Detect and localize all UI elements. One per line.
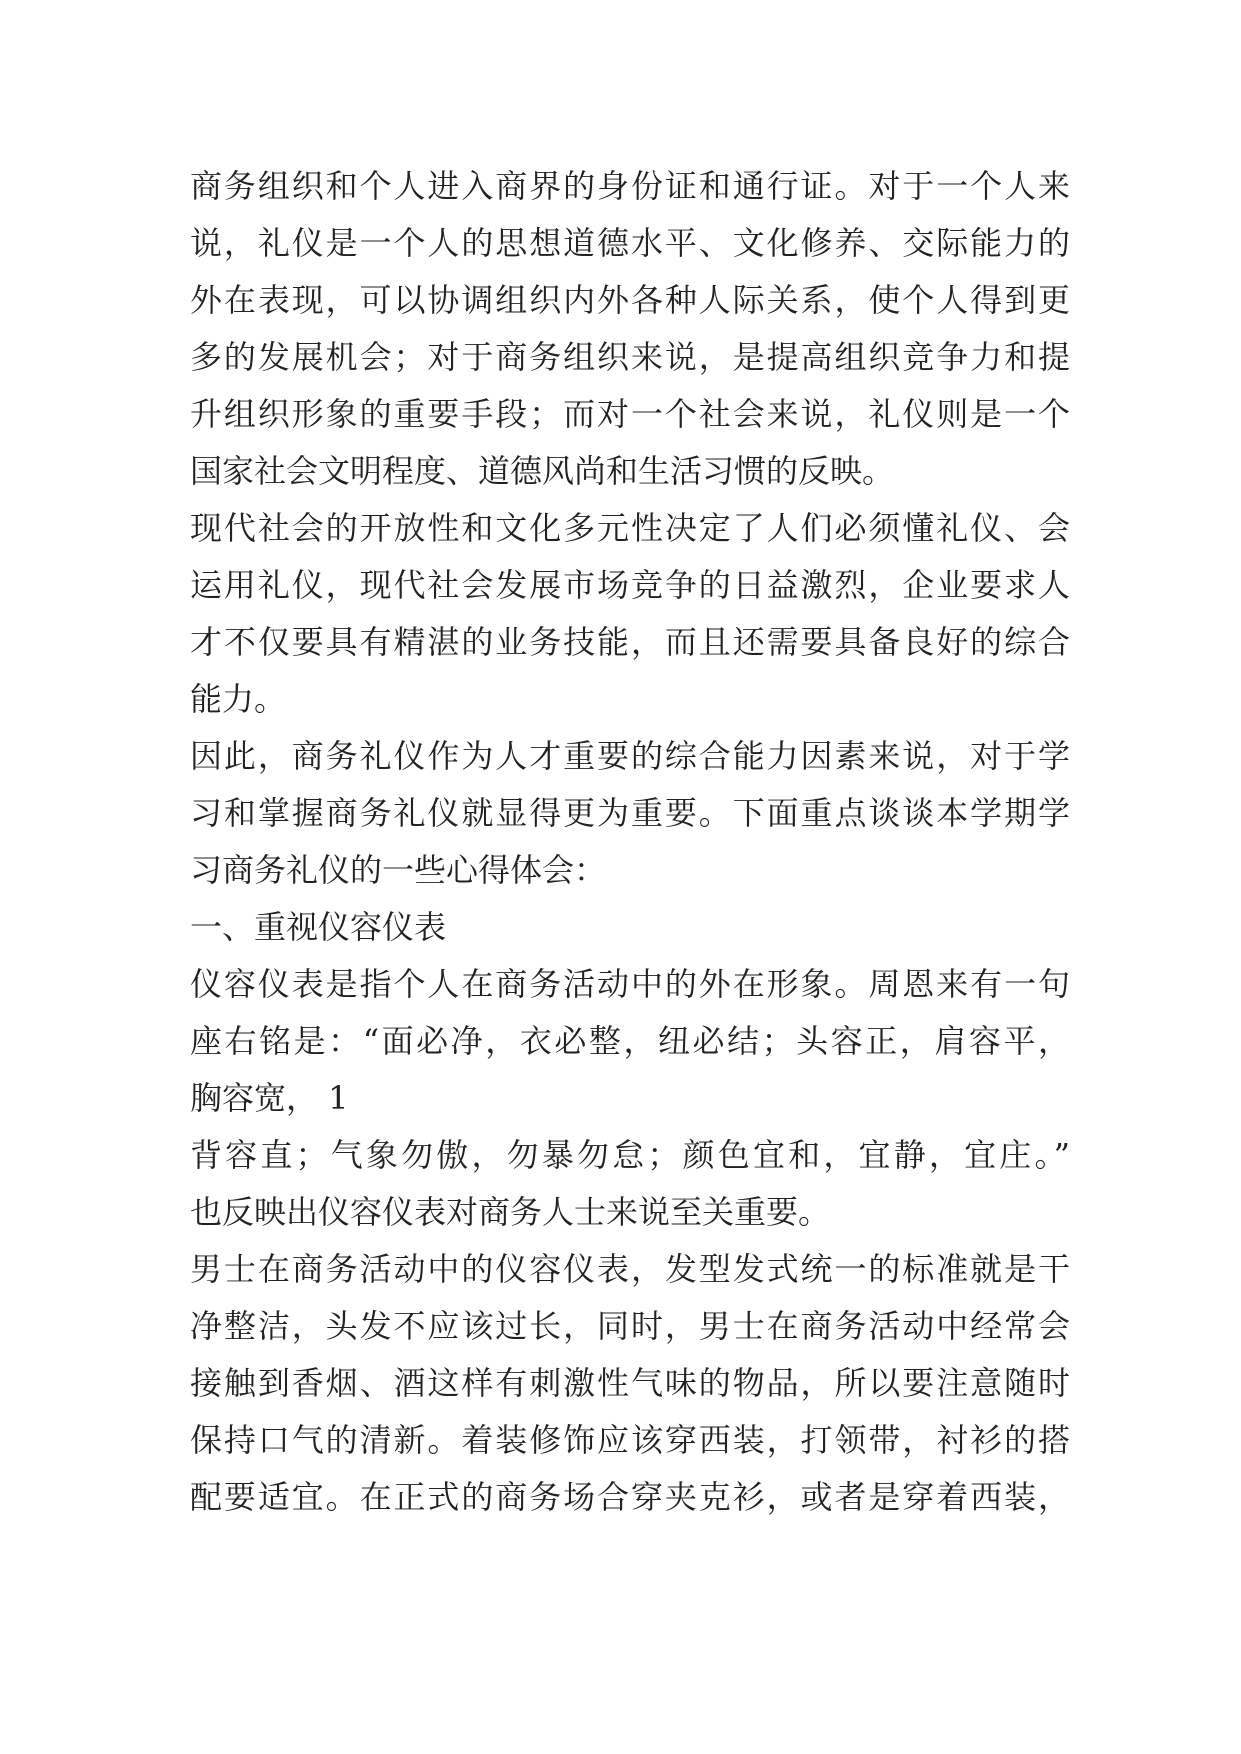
document-body bbox=[190, 158, 1070, 1526]
text-line-2: 说，礼仪是一个人的思想道德水平、文化修养、交际能力的 bbox=[190, 224, 1070, 262]
text-line-12: 习和掌握商务礼仪就显得更为重要。下面重点谈谈本学期学 bbox=[190, 794, 1070, 832]
text-line-10: 能力。 bbox=[190, 680, 287, 718]
section-heading: 一、重视仪容仪表 bbox=[190, 908, 447, 946]
text-line-8: 运用礼仪，现代社会发展市场竞争的日益激烈，企业要求人 bbox=[190, 566, 1070, 604]
text-line-5: 升组织形象的重要手段；而对一个社会来说，礼仪则是一个 bbox=[190, 395, 1070, 433]
text-line-20: 男士在商务活动中的仪容仪表，发型发式统一的标准就是干 bbox=[190, 1250, 1070, 1288]
text-line-24: 配要适宜。在正式的商务场合穿夹克衫，或者是穿着西装， bbox=[190, 1478, 1070, 1516]
text-line-19: 也反映出仪容仪表对商务人士来说至关重要。 bbox=[190, 1193, 831, 1231]
text-line-22: 接触到香烟、酒这样有刺激性气味的物品，所以要注意随时 bbox=[190, 1364, 1070, 1402]
text-line-9: 才不仅要具有精湛的业务技能，而且还需要具备良好的综合 bbox=[190, 623, 1070, 661]
text-line-16: 座右铭是：“面必净，衣必整，纽必结；头容正，肩容平， bbox=[190, 1022, 1070, 1060]
text-line-1: 商务组织和个人进入商界的身份证和通行证。对于一个人来 bbox=[190, 167, 1070, 205]
text-line-21: 净整洁，头发不应该过长，同时，男士在商务活动中经常会 bbox=[190, 1307, 1070, 1345]
text-line-23: 保持口气的清新。着装修饰应该穿西装，打领带，衬衫的搭 bbox=[190, 1421, 1070, 1459]
text-line-11: 因此，商务礼仪作为人才重要的综合能力因素来说，对于学 bbox=[190, 737, 1070, 775]
text-line-17: 胸容宽， 1 bbox=[190, 1079, 349, 1117]
text-line-4: 多的发展机会；对于商务组织来说，是提高组织竞争力和提 bbox=[190, 338, 1070, 376]
text-line-18: 背容直；气象勿傲，勿暴勿怠；颜色宜和，宜静，宜庄。” bbox=[190, 1136, 1070, 1174]
text-line-15: 仪容仪表是指个人在商务活动中的外在形象。周恩来有一句 bbox=[190, 965, 1070, 1003]
text-line-13: 习商务礼仪的一些心得体会： bbox=[190, 851, 607, 889]
text-line-3: 外在表现，可以协调组织内外各种人际关系，使个人得到更 bbox=[190, 281, 1070, 319]
text-line-7: 现代社会的开放性和文化多元性决定了人们必须懂礼仪、会 bbox=[190, 509, 1070, 547]
text-line-6: 国家社会文明程度、道德风尚和生活习惯的反映。 bbox=[190, 452, 895, 490]
